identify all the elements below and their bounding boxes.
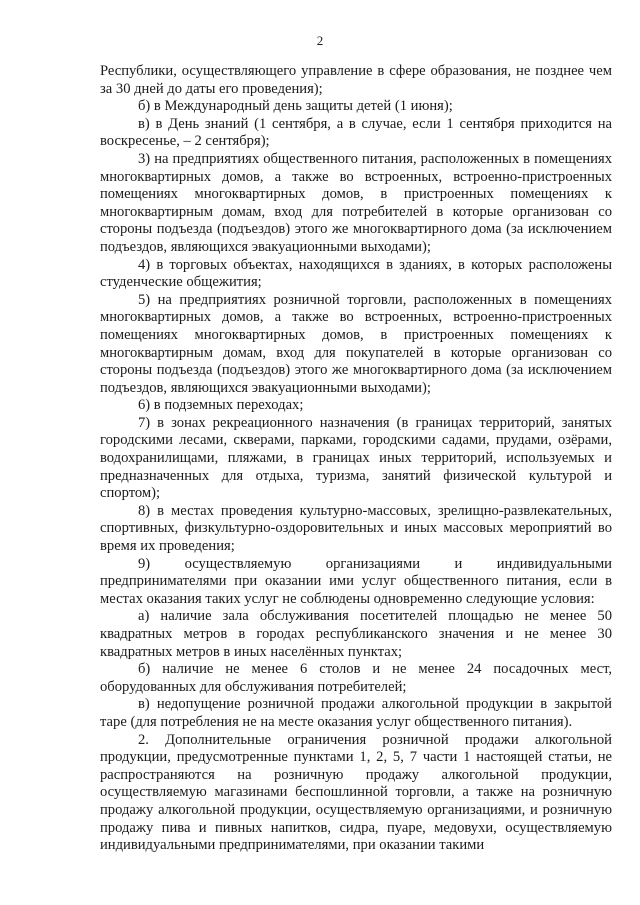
paragraph-subitem-b-tables: б) наличие не менее 6 столов и не менее 24 посадочных мест, оборудованных для обслуживания потребителей; [100, 661, 612, 695]
paragraph-item-6-underpasses: 6) в подземных переходах; [138, 397, 304, 414]
paragraph-item-5-retail: 5) на предприятиях розничной торговли, расположенных в помещениях многоквартирных домов, а также во встроенных, встроенно-пристроенных помещениях многоквартирных домов, в пристроенных помещениях к многоквартирным домам, вход для покупателей в которые организован со стороны подъезда (подъездов) этого же многоквартирного дома (за исключением подъездов, являющихся эвакуационными выходами); [100, 291, 612, 396]
paragraph-continuation: Республики, осуществляющего управление в сфере образования, не позднее чем за 30 дней до даты его проведения); [100, 63, 612, 97]
paragraph-subitem-a-hall-area: а) наличие зала обслуживания посетителей площадью не менее 50 квадратных метров в городах республиканского значения и не менее 30 квадратных метров в иных населённых пунктах; [100, 608, 612, 660]
paragraph-item-7-recreation: 7) в зонах рекреационного назначения (в границах территорий, занятых городскими лесами, скверами, парками, городскими садами, прудами, озёрами, водохранилищами, пляжами, в границах иных территорий, используемых и предназначенных для отдыха, туризма, занятий физической культурой и спортом); [100, 414, 612, 502]
paragraph-item-4-dormitories: 4) в торговых объектах, находящихся в зданиях, в которых расположены студенческие общежития; [100, 256, 612, 291]
paragraph-item-9-catering-services: 9) осуществляемую организациями и индивидуальными предпринимателями при оказании ими услуг общественного питания, если в местах оказания таких услуг не соблюдены одновременно следующие условия: [100, 555, 612, 607]
document-body [100, 63, 612, 855]
paragraph-part-2-exceptions: 2. Дополнительные ограничения розничной продажи алкогольной продукции, предусмотренные пунктами 1, 2, 5, 7 части 1 настоящей статьи, не распространяются на розничную продажу алкогольной продукции, осуществляемую магазинами беспошлинной торговли, а также на розничную продажу алкогольной продукции, осуществляемую организациями, и розничную продажу пива и пивных напитков, сидра, пуаре, медовухи, осуществляемую индивидуальными предпринимателями, при оказании такими [100, 731, 612, 854]
paragraph-item-3-catering: 3) на предприятиях общественного питания, расположенных в помещениях многоквартирных домов, а также во встроенных, встроенно-пристроенных помещениях многоквартирных домов, в пристроенных помещениях к многоквартирным домам, вход для потребителей в которые организован со стороны подъезда (подъездов) этого же многоквартирного дома (за исключением подъездов, являющихся эвакуационными выходами); [100, 150, 612, 255]
paragraph-item-b-children-day: б) в Международный день защиты детей (1 июня); [138, 98, 453, 115]
paragraph-item-v-knowledge-day: в) в День знаний (1 сентября, а в случае, если 1 сентября приходится на воскресенье, – 2 сентября); [100, 115, 612, 150]
page-number: 2 [316, 33, 324, 48]
paragraph-item-8-mass-events: 8) в местах проведения культурно-массовых, зрелищно-развлекательных, спортивных, физкультурно-оздоровительных и иных массовых мероприятий во время их проведения; [100, 502, 612, 555]
paragraph-subitem-v-closed-container: в) недопущение розничной продажи алкогольной продукции в закрытой таре (для потребления не на месте оказания услуг общественного питания). [100, 696, 612, 730]
